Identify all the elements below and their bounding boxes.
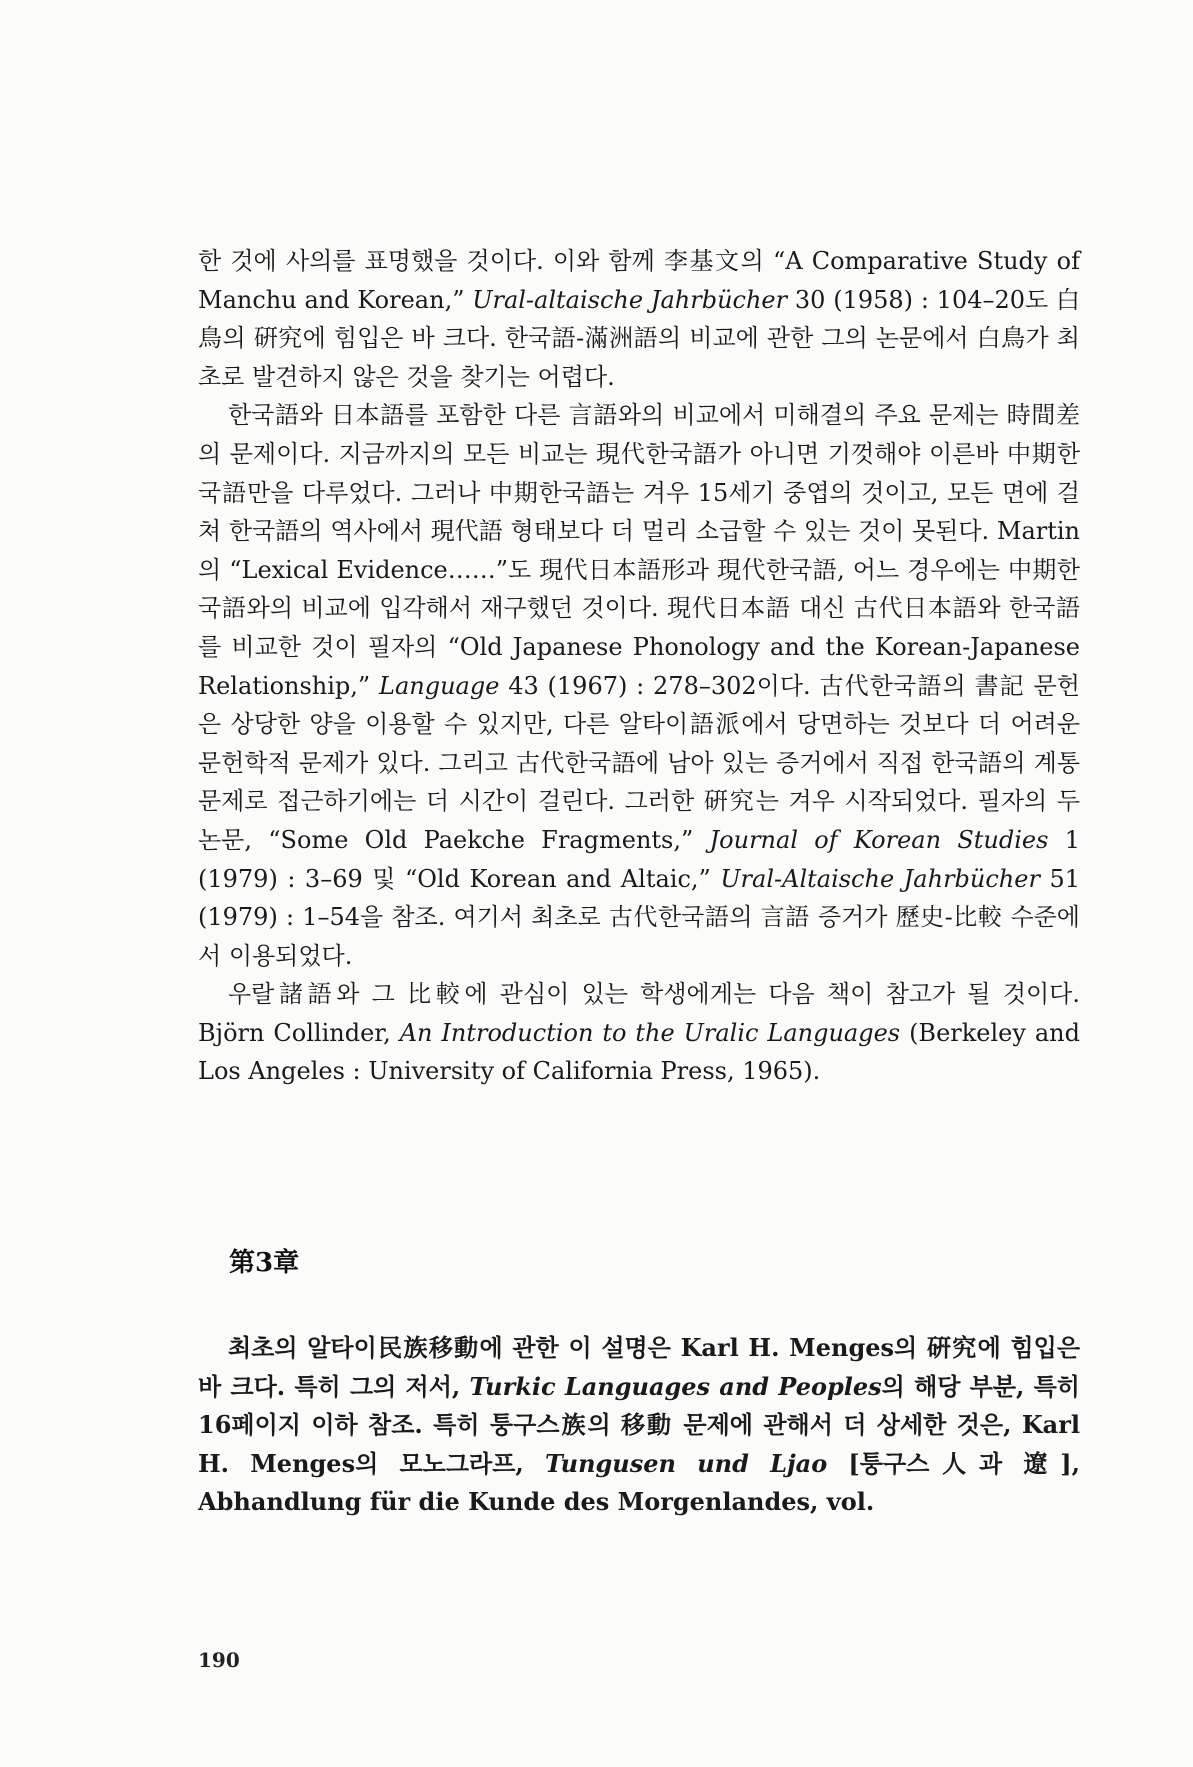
italic-title: An Introduction to the Uralic Languages (399, 1018, 901, 1047)
note-paragraph (198, 1329, 1080, 1522)
text-run: 43 (1967) : 278–302이다. 古代한국語의 書記 문헌은 상당한 양을 이용할 수 있지만, 다른 알타이語派에서 당면하는 것보다 더 어려운 문헌학적 문제가 있다. 그리고 古代한국語에 남아 있는 증거에서 직접 한국語의 계통 문제로 접근하기에는 더 시간이 걸린다. 그러한 硏究는 겨우 시작되었다. 필자의 두 논문, “Some Old Paekche Fragments,” (198, 671, 1080, 854)
note-paragraph (198, 242, 1080, 396)
italic-title: Turkic Languages and Peoples (469, 1371, 882, 1401)
notes-section-chapter-3 (198, 1329, 1080, 1522)
note-paragraph (198, 396, 1080, 975)
text-run: 51 (1979) : 1–54을 참조. 여기서 최초로 古代한국語의 言語 증거가 歷史-比較 수준에서 이용되었다. (198, 864, 1080, 970)
text-run: 1 (1979) : 3–69 및 “Old Korean and Altaic,” (198, 825, 1081, 893)
italic-title: Ural-altaische Jahrbücher (472, 285, 788, 314)
text-run: 우랄諸語와 그 比較에 관심이 있는 학생에게는 다음 책이 참고가 될 것이다. Björn Collinder, (198, 980, 1080, 1047)
notes-section-chapter-2 (198, 242, 1080, 1091)
text-run: 한 것에 사의를 표명했을 것이다. 이와 함께 李基文의 “A Comparative Study of Manchu and Korean,” (198, 247, 1080, 314)
text-run: (Berkeley and Los Angeles : University of California Press, 1965). (198, 1018, 1081, 1086)
text-run: 의 해당 부분, 특히 16페이지 이하 참조. 특히 퉁구스族의 移動 문제에 관해서 더 상세한 것은, Karl H. Menges의 모노그라프, (198, 1371, 1080, 1478)
text-run: 한국語와 日本語를 포함한 다른 言語와의 비교에서 미해결의 주요 문제는 時間差의 문제이다. 지금까지의 모든 비교는 現代한국語가 아니면 기껏해야 이른바 中期한국語만을 다루었다. 그러나 中期한국語는 겨우 15세기 중엽의 것이고, 모든 면에 걸쳐 한국語의 역사에서 現代語 형태보다 더 멀리 소급할 수 있는 것이 못된다. Martin의 “Lexical Evidence……”도 現代日本語形과 現代한국語, 어느 경우에는 中期한국語와의 비교에 입각해서 재구했던 것이다. 現代日本語 대신 古代日本語와 한국語를 비교한 것이 필자의 “Old Japanese Phonology and the Korean-Japanese Relationship,” (198, 401, 1080, 700)
italic-title: Language (379, 671, 500, 700)
note-paragraph (198, 975, 1080, 1091)
italic-title: Tungusen und Ljao (544, 1448, 828, 1478)
italic-title: Ural-Altaische Jahrbücher (720, 864, 1040, 893)
page-number: 190 (198, 1648, 240, 1672)
text-run: 최초의 알타이民族移動에 관한 이 설명은 Karl H. Menges의 硏究에 힘입은 바 크다. 특히 그의 저서, (198, 1333, 1080, 1401)
chapter-heading: 第3章 (229, 1248, 300, 1278)
text-run: [퉁구스人과 遼], Abhandlung für die Kunde des Morgenlandes, vol. (198, 1448, 1080, 1517)
text-run: 30 (1958) : 104–20도 白鳥의 硏究에 힘입은 바 크다. 한국語-滿洲語의 비교에 관한 그의 논문에서 白鳥가 최초로 발견하지 않은 것을 찾기는 어렵다. (198, 285, 1080, 391)
italic-title: Journal of Korean Studies (709, 825, 1049, 854)
